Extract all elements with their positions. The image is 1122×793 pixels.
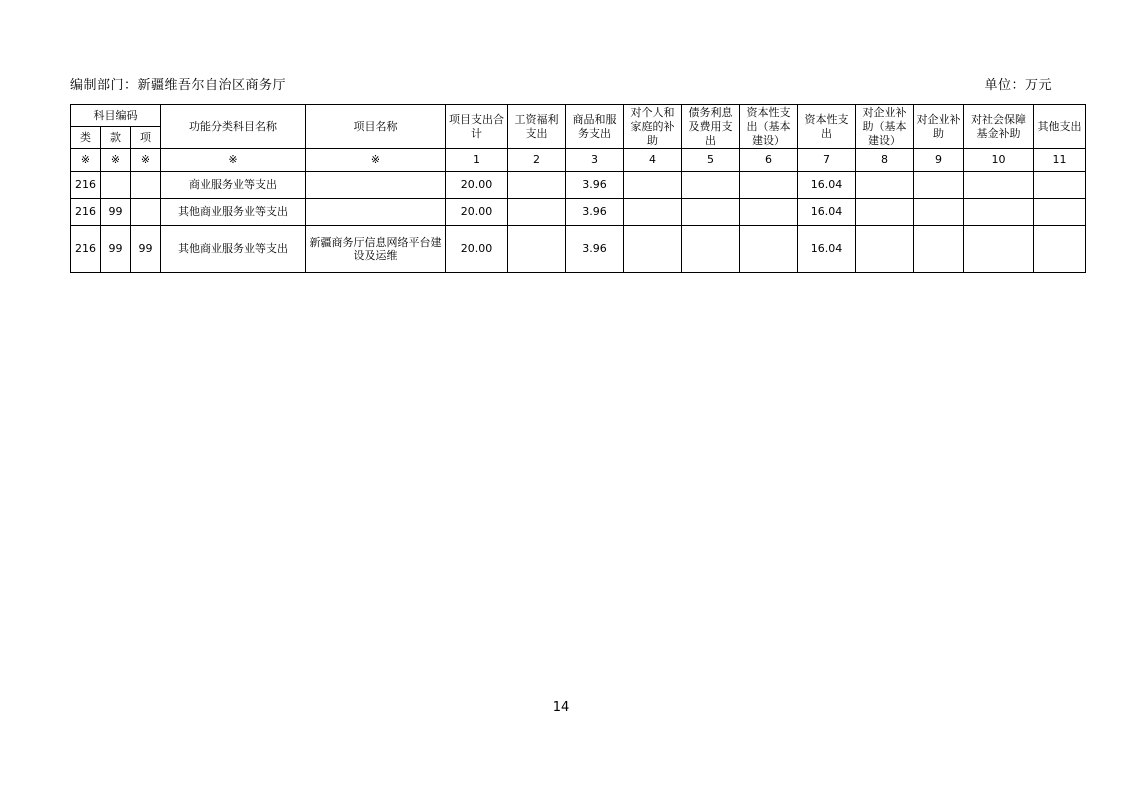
header-col-6: 资本性支出 xyxy=(798,105,856,149)
col-number-2: 2 xyxy=(508,149,566,172)
mark-xiang: ※ xyxy=(131,149,161,172)
page-header xyxy=(70,74,1052,93)
row-project-name xyxy=(306,172,446,199)
header-col-3: 对个人和家庭的补助 xyxy=(624,105,682,149)
col-number-9: 9 xyxy=(914,149,964,172)
row-value-8 xyxy=(856,199,914,226)
table-row xyxy=(71,199,1086,226)
table-row xyxy=(71,226,1086,273)
header-col-5: 资本性支出（基本建设） xyxy=(740,105,798,149)
row-project-name xyxy=(306,199,446,226)
row-value-10 xyxy=(964,199,1034,226)
row-value-1: 20.00 xyxy=(446,226,508,273)
row-value-9 xyxy=(914,172,964,199)
row-value-9 xyxy=(914,199,964,226)
col-number-1: 1 xyxy=(446,149,508,172)
header-code-kuan: 款 xyxy=(101,127,131,149)
header-col-10: 其他支出 xyxy=(1034,105,1086,149)
header-code-lei: 类 xyxy=(71,127,101,149)
unit-label: 单位：万元 xyxy=(984,78,1052,93)
row-value-9 xyxy=(914,226,964,273)
table-row xyxy=(71,172,1086,199)
row-value-6 xyxy=(740,172,798,199)
row-kuan: 99 xyxy=(101,199,131,226)
mark-func: ※ xyxy=(161,149,306,172)
department-label: 编制部门：新疆维吾尔自治区商务厅 xyxy=(70,78,287,93)
row-value-3: 3.96 xyxy=(566,226,624,273)
mark-project: ※ xyxy=(306,149,446,172)
row-value-8 xyxy=(856,226,914,273)
row-value-7: 16.04 xyxy=(798,226,856,273)
header-col-9: 对社会保障基金补助 xyxy=(964,105,1034,149)
row-value-2 xyxy=(508,199,566,226)
row-xiang xyxy=(131,199,161,226)
row-value-6 xyxy=(740,226,798,273)
page-number: 14 xyxy=(552,700,570,715)
row-value-10 xyxy=(964,172,1034,199)
row-value-2 xyxy=(508,172,566,199)
row-lei: 216 xyxy=(71,199,101,226)
header-col-8: 对企业补助 xyxy=(914,105,964,149)
row-xiang: 99 xyxy=(131,226,161,273)
header-code-group: 科目编码 xyxy=(71,105,161,127)
header-code-xiang: 项 xyxy=(131,127,161,149)
row-func-name: 其他商业服务业等支出 xyxy=(161,199,306,226)
header-col-4: 债务利息及费用支出 xyxy=(682,105,740,149)
row-value-7: 16.04 xyxy=(798,172,856,199)
row-value-5 xyxy=(682,199,740,226)
row-value-6 xyxy=(740,199,798,226)
mark-kuan: ※ xyxy=(101,149,131,172)
header-col-7: 对企业补助（基本建设） xyxy=(856,105,914,149)
col-number-7: 7 xyxy=(798,149,856,172)
row-value-4 xyxy=(624,172,682,199)
row-value-4 xyxy=(624,226,682,273)
row-lei: 216 xyxy=(71,226,101,273)
row-value-11 xyxy=(1034,226,1086,273)
header-col-2: 商品和服务支出 xyxy=(566,105,624,149)
row-func-name: 商业服务业等支出 xyxy=(161,172,306,199)
row-func-name: 其他商业服务业等支出 xyxy=(161,226,306,273)
col-number-8: 8 xyxy=(856,149,914,172)
header-func-name: 功能分类科目名称 xyxy=(161,105,306,149)
row-value-3: 3.96 xyxy=(566,199,624,226)
row-value-11 xyxy=(1034,172,1086,199)
row-value-11 xyxy=(1034,199,1086,226)
col-number-5: 5 xyxy=(682,149,740,172)
row-value-3: 3.96 xyxy=(566,172,624,199)
col-number-4: 4 xyxy=(624,149,682,172)
col-number-6: 6 xyxy=(740,149,798,172)
budget-table xyxy=(70,104,1086,273)
mark-lei: ※ xyxy=(71,149,101,172)
column-number-row xyxy=(71,149,1086,172)
row-kuan: 99 xyxy=(101,226,131,273)
row-value-1: 20.00 xyxy=(446,199,508,226)
row-kuan xyxy=(101,172,131,199)
row-project-name: 新疆商务厅信息网络平台建设及运维 xyxy=(306,226,446,273)
header-col-1: 工资福利支出 xyxy=(508,105,566,149)
header-row-top xyxy=(71,105,1086,127)
row-value-2 xyxy=(508,226,566,273)
col-number-10: 10 xyxy=(964,149,1034,172)
row-value-1: 20.00 xyxy=(446,172,508,199)
row-value-5 xyxy=(682,226,740,273)
col-number-3: 3 xyxy=(566,149,624,172)
header-col-0: 项目支出合计 xyxy=(446,105,508,149)
row-value-7: 16.04 xyxy=(798,199,856,226)
col-number-11: 11 xyxy=(1034,149,1086,172)
header-project-name: 项目名称 xyxy=(306,105,446,149)
row-lei: 216 xyxy=(71,172,101,199)
row-value-5 xyxy=(682,172,740,199)
row-value-4 xyxy=(624,199,682,226)
row-xiang xyxy=(131,172,161,199)
row-value-8 xyxy=(856,172,914,199)
row-value-10 xyxy=(964,226,1034,273)
